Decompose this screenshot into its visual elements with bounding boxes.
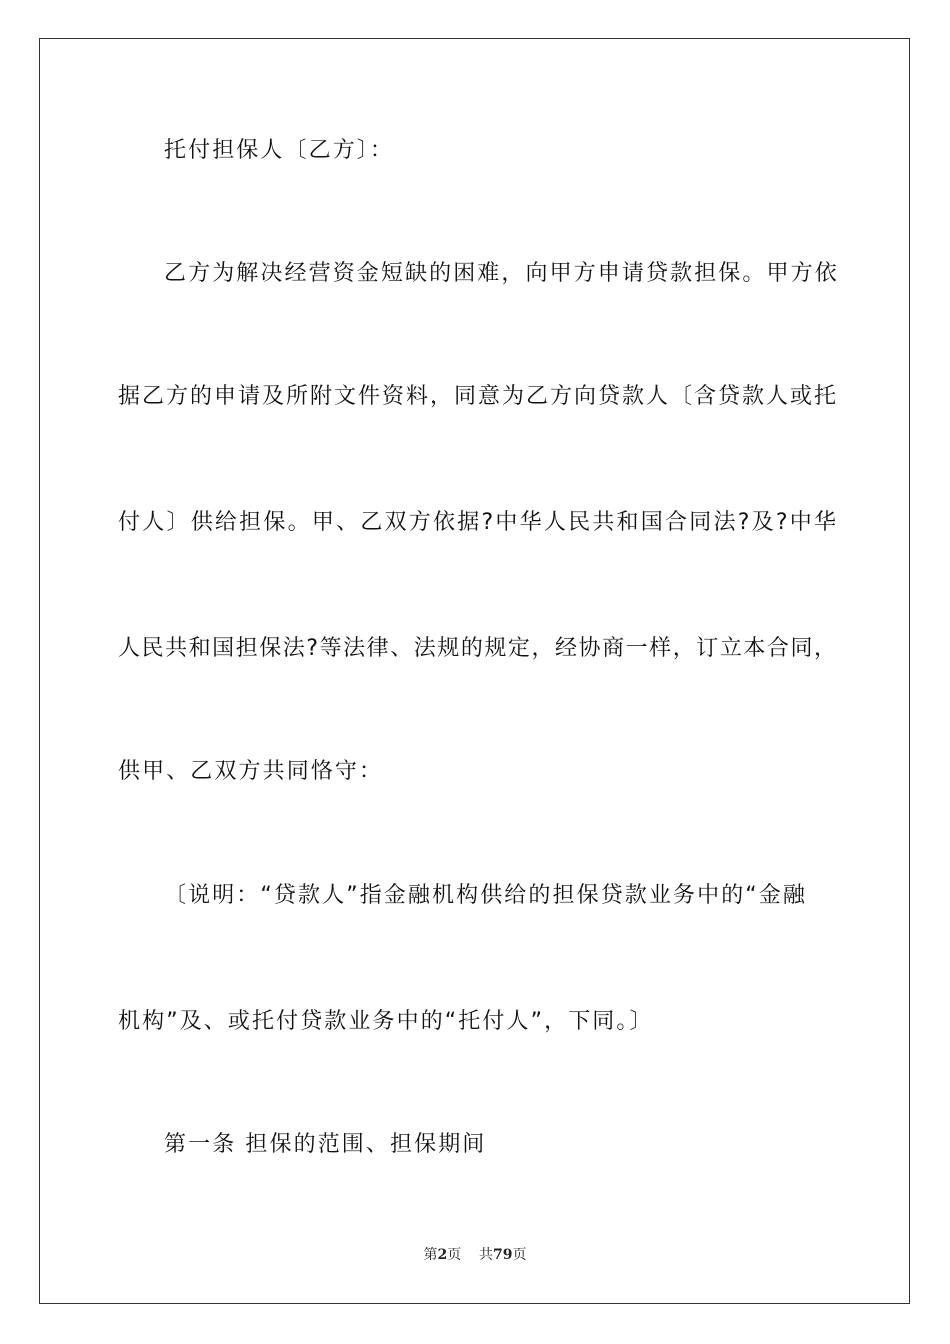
body-paragraph-line-4: 人民共和国担保法?等法律、法规的规定，经协商一样，订立本合同， <box>118 636 836 661</box>
note-paragraph-line-1: 〔说明：“贷款人”指金融机构供给的担保贷款业务中的“金融 <box>164 883 807 908</box>
body-paragraph-line-3: 付人〕供给担保。甲、乙双方依据?中华人民共和国合同法?及?中华 <box>118 510 836 535</box>
page-border <box>39 38 910 1304</box>
page-footer <box>0 1246 950 1264</box>
footer-page-number: 2 <box>437 1247 448 1263</box>
body-paragraph-line-2: 据乙方的申请及所附文件资料，同意为乙方向贷款人〔含贷款人或托 <box>118 384 836 409</box>
body-paragraph-line-5: 供甲、乙双方共同恪守： <box>118 759 384 784</box>
body-paragraph-line-1: 乙方为解决经营资金短缺的困难，向甲方申请贷款担保。甲方依 <box>164 261 839 286</box>
footer-page-suffix: 页 <box>447 1247 462 1263</box>
guarantor-party-b-line: 托付担保人〔乙方〕： <box>164 138 395 163</box>
footer-page-prefix: 第 <box>423 1247 438 1263</box>
article-one-heading: 第一条 担保的范围、担保期间 <box>164 1132 487 1157</box>
footer-total-pages: 79 <box>493 1247 513 1263</box>
note-paragraph-line-2: 机构”及、或托付贷款业务中的“托付人”，下同。〕 <box>118 1009 654 1034</box>
footer-total-suffix: 页 <box>512 1247 527 1263</box>
footer-total-prefix: 共 <box>479 1247 494 1263</box>
